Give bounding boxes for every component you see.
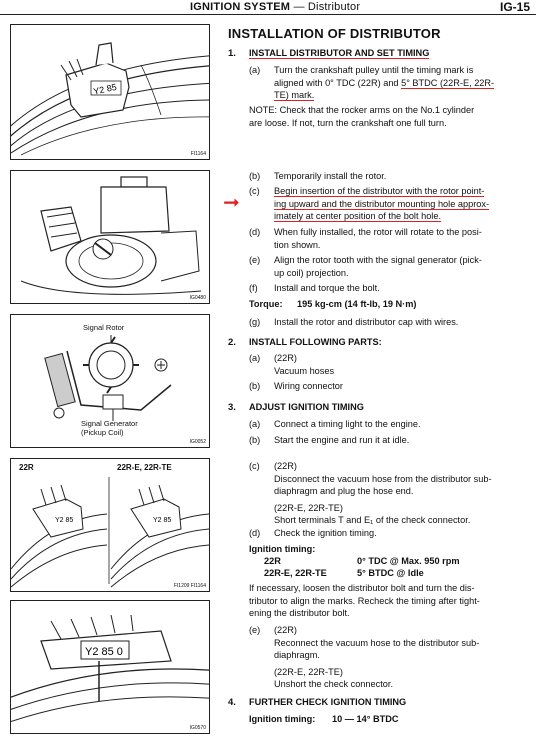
- step-1c-text: [274, 185, 532, 223]
- step-2a-line2: Vacuum hoses: [274, 365, 335, 376]
- step-2b-label: (b): [249, 381, 261, 391]
- step-1d-line1: When fully installed, the rotor will rotate to the posi-: [274, 227, 482, 237]
- step-3-title: ADJUST IGNITION TIMING: [249, 402, 364, 412]
- step-1a-label: (a): [249, 65, 261, 75]
- figure-distributor-install: [10, 170, 210, 304]
- torque-value: 195 kg-cm (14 ft-lb, 19 N·m): [297, 299, 417, 309]
- pickup-coil-label: (Pickup Coil): [81, 428, 124, 437]
- mark-22r: Y2 85: [55, 517, 74, 524]
- step-2-title: INSTALL FOLLOWING PARTS:: [249, 337, 382, 347]
- torque-label: Torque:: [249, 299, 283, 309]
- model-22r-label: 22R: [19, 463, 34, 472]
- pulley-timing-mark: Y2 85 0: [85, 646, 123, 658]
- step-2a-line1: (22R): [274, 353, 297, 363]
- step-1e-label: (e): [249, 255, 261, 265]
- model-22re-label: 22R-E, 22R-TE: [117, 463, 172, 472]
- mark-22re: Y2 85: [153, 517, 172, 524]
- figure-timing-mark-1: [10, 24, 210, 160]
- page-title: INSTALLATION OF DISTRIBUTOR: [228, 26, 441, 41]
- step-3e-line2: Reconnect the vacuum hose to the distributor sub-: [274, 637, 480, 648]
- header-subsection: Distributor: [307, 1, 361, 13]
- step-3c-label: (c): [249, 461, 260, 471]
- step-1a-line2-highlight: 5° BTDC (22R-E, 22R-: [401, 77, 495, 88]
- step-3d-label: (d): [249, 528, 261, 538]
- step-1a-line3: [274, 89, 532, 102]
- figure-further-check: [10, 600, 210, 734]
- step-1d-text: [274, 226, 532, 251]
- para-line1: If necessary, loosen the distributor bolt and turn the dis-: [249, 583, 475, 593]
- step-1e-line2: up coil) projection.: [274, 267, 349, 278]
- step-3a-text: Connect a timing light to the engine.: [274, 419, 421, 429]
- step-1e-line1: Align the rotor tooth with the signal generator (pick-: [274, 255, 482, 265]
- timing-models-illustration: [11, 459, 209, 591]
- step-2a-text: [274, 352, 334, 377]
- header-section: IGNITION SYSTEM: [190, 1, 291, 13]
- figure-code: FI1209 FI1164: [173, 583, 206, 589]
- step-1a-text: [274, 64, 532, 102]
- timing-row2-model: 22R-E, 22R-TE: [264, 568, 327, 578]
- step-1-note: [249, 104, 533, 129]
- step-3c-line2: Disconnect the vacuum hose from the distributor sub-: [274, 473, 492, 484]
- step-3d-text: Check the ignition timing.: [274, 528, 377, 538]
- distributor-illustration: [11, 171, 209, 303]
- step-3c-line1: (22R): [274, 461, 297, 471]
- step-3e-line4: (22R-E, 22R-TE): [274, 666, 343, 677]
- timing-row1-model: 22R: [264, 556, 281, 566]
- step-1c-line3: imately at center position of the bolt hole.: [274, 211, 442, 221]
- page-header: [0, 0, 536, 15]
- timing-row1-value: 0° TDC @ Max. 950 rpm: [357, 556, 460, 566]
- step-3c-text: [274, 460, 532, 527]
- para-line3: ening the distributor bolt.: [249, 608, 350, 618]
- step-1c-label: (c): [249, 186, 260, 196]
- step-1f-label: (f): [249, 283, 258, 293]
- header-title: [190, 1, 360, 13]
- figure-code: IG0480: [189, 295, 206, 301]
- step-1-title: [249, 47, 429, 60]
- step-1b-label: (b): [249, 171, 261, 181]
- step-4-timing-label: Ignition timing:: [249, 714, 316, 724]
- timing-adjust-paragraph: [249, 582, 533, 620]
- step-3b-label: (b): [249, 435, 261, 445]
- step-2-number: 2.: [228, 337, 236, 348]
- timing-mark-illustration: [11, 25, 209, 159]
- note-line2: are loose. If not, turn the crankshaft one full turn.: [249, 117, 447, 128]
- step-3e-line5: Unshort the check connector.: [274, 679, 393, 689]
- figure-code: FI1164: [190, 151, 206, 157]
- step-1d-label: (d): [249, 227, 261, 237]
- step-3c-line4: (22R-E, 22R-TE): [274, 502, 343, 513]
- signal-rotor-label: Signal Rotor: [83, 323, 125, 332]
- step-4-title: FURTHER CHECK IGNITION TIMING: [249, 697, 407, 707]
- note-line1: NOTE: Check that the rocker arms on the No.1 cylinder: [249, 105, 475, 115]
- further-check-illustration: [11, 601, 209, 733]
- header-dash: —: [290, 1, 308, 13]
- step-3e-line1: (22R): [274, 625, 297, 635]
- step-1a-line2: [274, 77, 532, 90]
- step-1e-text: [274, 254, 532, 279]
- step-1-number: 1.: [228, 48, 236, 59]
- step-1c-line2: ing upward and the distributor mounting hole approx-: [274, 198, 490, 209]
- timing-row2-value: 5° BTDC @ Idle: [357, 568, 424, 578]
- step-3e-label: (e): [249, 625, 261, 635]
- step-3e-line3: diaphragm.: [274, 650, 320, 660]
- figure-signal-rotor: [10, 314, 210, 448]
- step-2a-label: (a): [249, 353, 261, 363]
- pulley-timing-mark: Y2 85: [92, 81, 118, 97]
- step-2b-text: Wiring connector: [274, 381, 343, 391]
- ignition-timing-title: Ignition timing:: [249, 544, 316, 554]
- page-number: IG-15: [499, 0, 530, 14]
- step-4-number: 4.: [228, 697, 236, 708]
- step-3a-label: (a): [249, 419, 261, 429]
- step-3b-text: Start the engine and run it at idle.: [274, 435, 410, 445]
- step-3c-line5: Short terminals T and E₁ of the check connector.: [274, 515, 471, 525]
- step-3c-line3: diaphragm and plug the hose end.: [274, 486, 414, 496]
- step-1b-text: Temporarily install the rotor.: [274, 171, 387, 181]
- step-1g-text: Install the rotor and distributor cap with wires.: [274, 317, 459, 327]
- step-1-title-text: INSTALL DISTRIBUTOR AND SET TIMING: [249, 48, 430, 58]
- step-1g-label: (g): [249, 317, 261, 327]
- figure-code: IG0052: [189, 439, 206, 445]
- step-3e-text: [274, 624, 532, 691]
- step-1f-text: Install and torque the bolt.: [274, 283, 380, 293]
- figure-timing-models: [10, 458, 210, 592]
- red-arrow-icon: ➞: [223, 190, 240, 214]
- step-1a-line2-pre: aligned with 0° TDC (22R) and: [274, 77, 402, 88]
- step-1a-line1: Turn the crankshaft pulley until the timing mark is: [274, 65, 474, 75]
- signal-generator-label: Signal Generator: [81, 419, 138, 428]
- figure-code: IG0570: [189, 725, 206, 731]
- step-4-timing-value: 10 — 14° BTDC: [332, 714, 399, 724]
- step-1d-line2: tion shown.: [274, 239, 321, 250]
- step-3-number: 3.: [228, 402, 236, 413]
- step-1c-line1: Begin insertion of the distributor with the rotor point-: [274, 186, 485, 196]
- para-line2: tributor to align the marks. Recheck the timing after tight-: [249, 595, 480, 606]
- step-1a-line3-highlight: TE) mark.: [274, 90, 315, 100]
